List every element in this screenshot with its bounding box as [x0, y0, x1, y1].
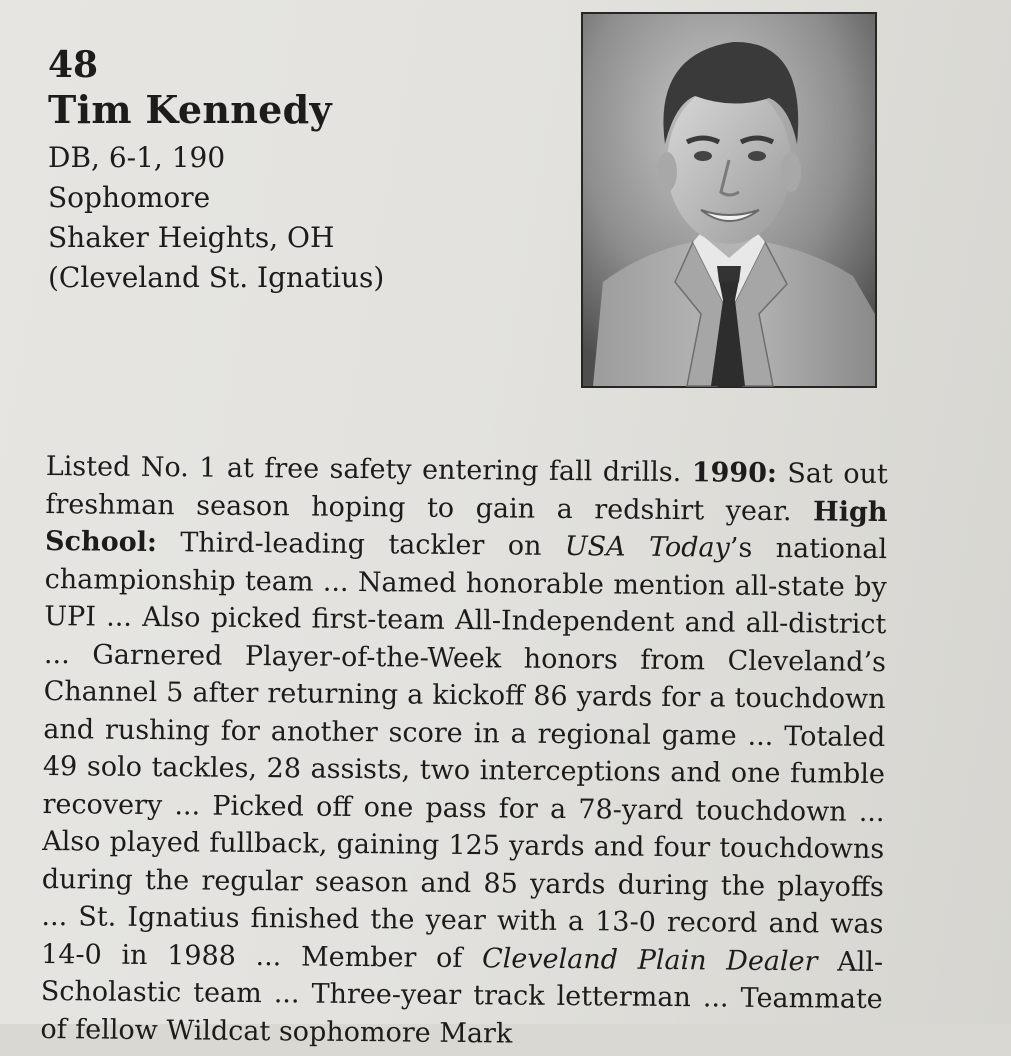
hometown: Shaker Heights, OH: [48, 221, 335, 254]
bio-plain-dealer: Cleveland Plain Dealer: [481, 942, 818, 977]
bio-sentence-2: Sat out freshman season hoping to gain a redshirt year.: [45, 458, 888, 527]
bio-sentence-4: All-Scholastic team ... Three-year track letterman ... Teammate of fellow Wildcat sophomore Mark: [40, 946, 884, 1050]
player-info: [48, 138, 548, 298]
position-size: DB, 6-1, 190: [48, 141, 226, 174]
player-header: [48, 44, 548, 298]
class-year: Sophomore: [48, 181, 211, 214]
bio-heading-1990: 1990:: [691, 457, 778, 490]
bio-sentence-3a: Third-leading tackler on: [180, 527, 542, 562]
bio-heading-high-school: High School:: [44, 495, 888, 559]
bio-usa-today: USA Today: [564, 530, 731, 564]
jersey-number: 48: [48, 44, 99, 86]
player-photo: [581, 12, 877, 388]
high-school: (Cleveland St. Ignatius): [48, 261, 385, 294]
portrait-illustration: [583, 14, 875, 386]
player-bio: [40, 448, 888, 1056]
bio-sentence-1: Listed No. 1 at free safety entering fall drills.: [45, 450, 682, 489]
bio-sentence-3b: ’s national championship team ... Named honorable mention all-state by UPI ... Also picked first-team All-Independent and all-district ... Garnered Player-of-the-Week honors from Cleveland’s Channel 5 after returning a kickoff 86 yards for a touchdown and rushing for another score in a regional game ... Totaled 49 solo tackles, 28 assists, two interceptions and one fumble recovery ... Picked off one pass for a 78-yard touchdown ... Also played fullback, gaining 125 yards and four touchdowns during the regular season and 85 yards during the playoffs ... St. Ignatius finished the year with a 13-0 record and was 14-0 in 1988 ... Member of: [40, 532, 888, 974]
player-name: Tim Kennedy: [48, 87, 332, 132]
